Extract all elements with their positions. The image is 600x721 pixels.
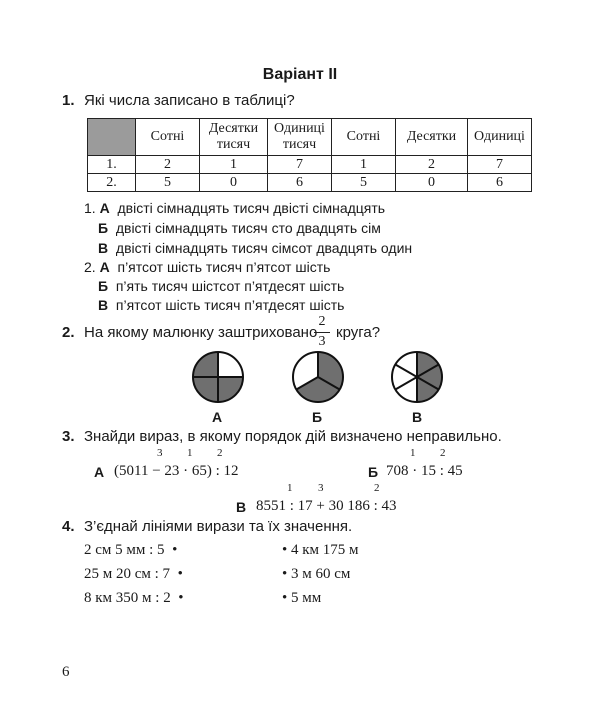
expression-b-letter: Б (368, 464, 379, 480)
table-header: Сотні (136, 119, 200, 156)
table-cell: 0 (200, 174, 268, 192)
option-group-1-c[interactable]: В двісті сімнадцять тисяч сімсот двадцять один (98, 240, 413, 256)
table-row-label: 2. (88, 174, 136, 192)
question-1-number: 1. (62, 92, 75, 109)
expression-c[interactable]: 8551 : 17 + 30 186 : 43 (256, 498, 397, 514)
fraction-denominator: 3 (318, 334, 326, 349)
table-cell: 6 (468, 174, 532, 192)
order-mark: 2 (217, 447, 223, 459)
table-row (88, 174, 532, 192)
table-cell: 7 (268, 156, 332, 174)
table-header: Одиниці тисяч (268, 119, 332, 156)
question-4-number: 4. (62, 518, 75, 535)
order-mark: 2 (440, 447, 446, 459)
table-header: Десятки тисяч (200, 119, 268, 156)
match-left-item[interactable]: 25 м 20 см : 7 • (84, 566, 183, 582)
option-group-2-c[interactable]: В п’ятсот шість тисяч п’ятдесят шість (98, 297, 345, 313)
table-header: Сотні (332, 119, 396, 156)
order-mark: 3 (318, 482, 324, 494)
table-cell: 6 (268, 174, 332, 192)
circle-a-image[interactable] (190, 349, 246, 405)
table-header: Десятки (396, 119, 468, 156)
table-cell: 2 (396, 156, 468, 174)
page-number: 6 (62, 664, 70, 680)
match-right-item[interactable]: • 5 мм (282, 590, 322, 606)
circle-b-image[interactable] (290, 349, 346, 405)
match-left-item[interactable]: 8 км 350 м : 2 • (84, 590, 184, 606)
table-cell: 2 (136, 156, 200, 174)
question-1-text: Які числа записано в таблиці? (84, 92, 295, 109)
expression-b[interactable]: 708 · 15 : 45 (386, 463, 463, 479)
order-mark: 1 (410, 447, 416, 459)
table-cell: 5 (332, 174, 396, 192)
table-row-label: 1. (88, 156, 136, 174)
table-cell: 7 (468, 156, 532, 174)
order-mark: 3 (157, 447, 163, 459)
question-2-text-end: круга? (336, 324, 381, 341)
table-corner-cell (88, 119, 136, 156)
expression-a-letter: А (94, 464, 105, 480)
table-cell: 1 (200, 156, 268, 174)
order-mark: 1 (187, 447, 193, 459)
order-mark: 1 (287, 482, 293, 494)
expression-a[interactable]: (5011 − 23 · 65) : 12 (114, 463, 239, 479)
fraction-numerator: 2 (318, 314, 326, 329)
circle-a-label: А (212, 409, 223, 425)
expression-c-letter: В (236, 499, 247, 515)
fraction-bar (314, 332, 330, 333)
option-group-1-b[interactable]: Б двісті сімнадцять тисяч сто двадцять сім (98, 220, 381, 236)
option-group-2-b[interactable]: Б п’ять тисяч шістсот п’ятдесят шість (98, 278, 345, 294)
question-2-text: На якому малюнку заштриховано (84, 324, 318, 341)
table-cell: 0 (396, 174, 468, 192)
match-right-item[interactable]: • 4 км 175 м (282, 542, 359, 558)
question-4-text: З’єднай лініями вирази та їх значення. (84, 518, 353, 535)
question-2-number: 2. (62, 324, 75, 341)
table-cell: 1 (332, 156, 396, 174)
circle-c-image[interactable] (389, 349, 445, 405)
match-right-item[interactable]: • 3 м 60 см (282, 566, 351, 582)
option-group-2-a[interactable]: 2. А п’ятсот шість тисяч п’ятсот шість (84, 259, 331, 275)
circle-c-label: В (412, 409, 423, 425)
order-mark: 2 (374, 482, 380, 494)
number-table (87, 118, 532, 192)
circle-b-label: Б (312, 409, 323, 425)
table-header: Одиниці (468, 119, 532, 156)
table-cell: 5 (136, 174, 200, 192)
table-row (88, 156, 532, 174)
question-3-text: Знайди вираз, в якому порядок дій визначено неправильно. (84, 428, 502, 445)
page-title: Варіант ІІ (262, 66, 338, 83)
match-left-item[interactable]: 2 см 5 мм : 5 • (84, 542, 178, 558)
option-group-1-a[interactable]: 1. А двісті сімнадцять тисяч двісті сімнадцять (84, 200, 386, 216)
question-3-number: 3. (62, 428, 75, 445)
